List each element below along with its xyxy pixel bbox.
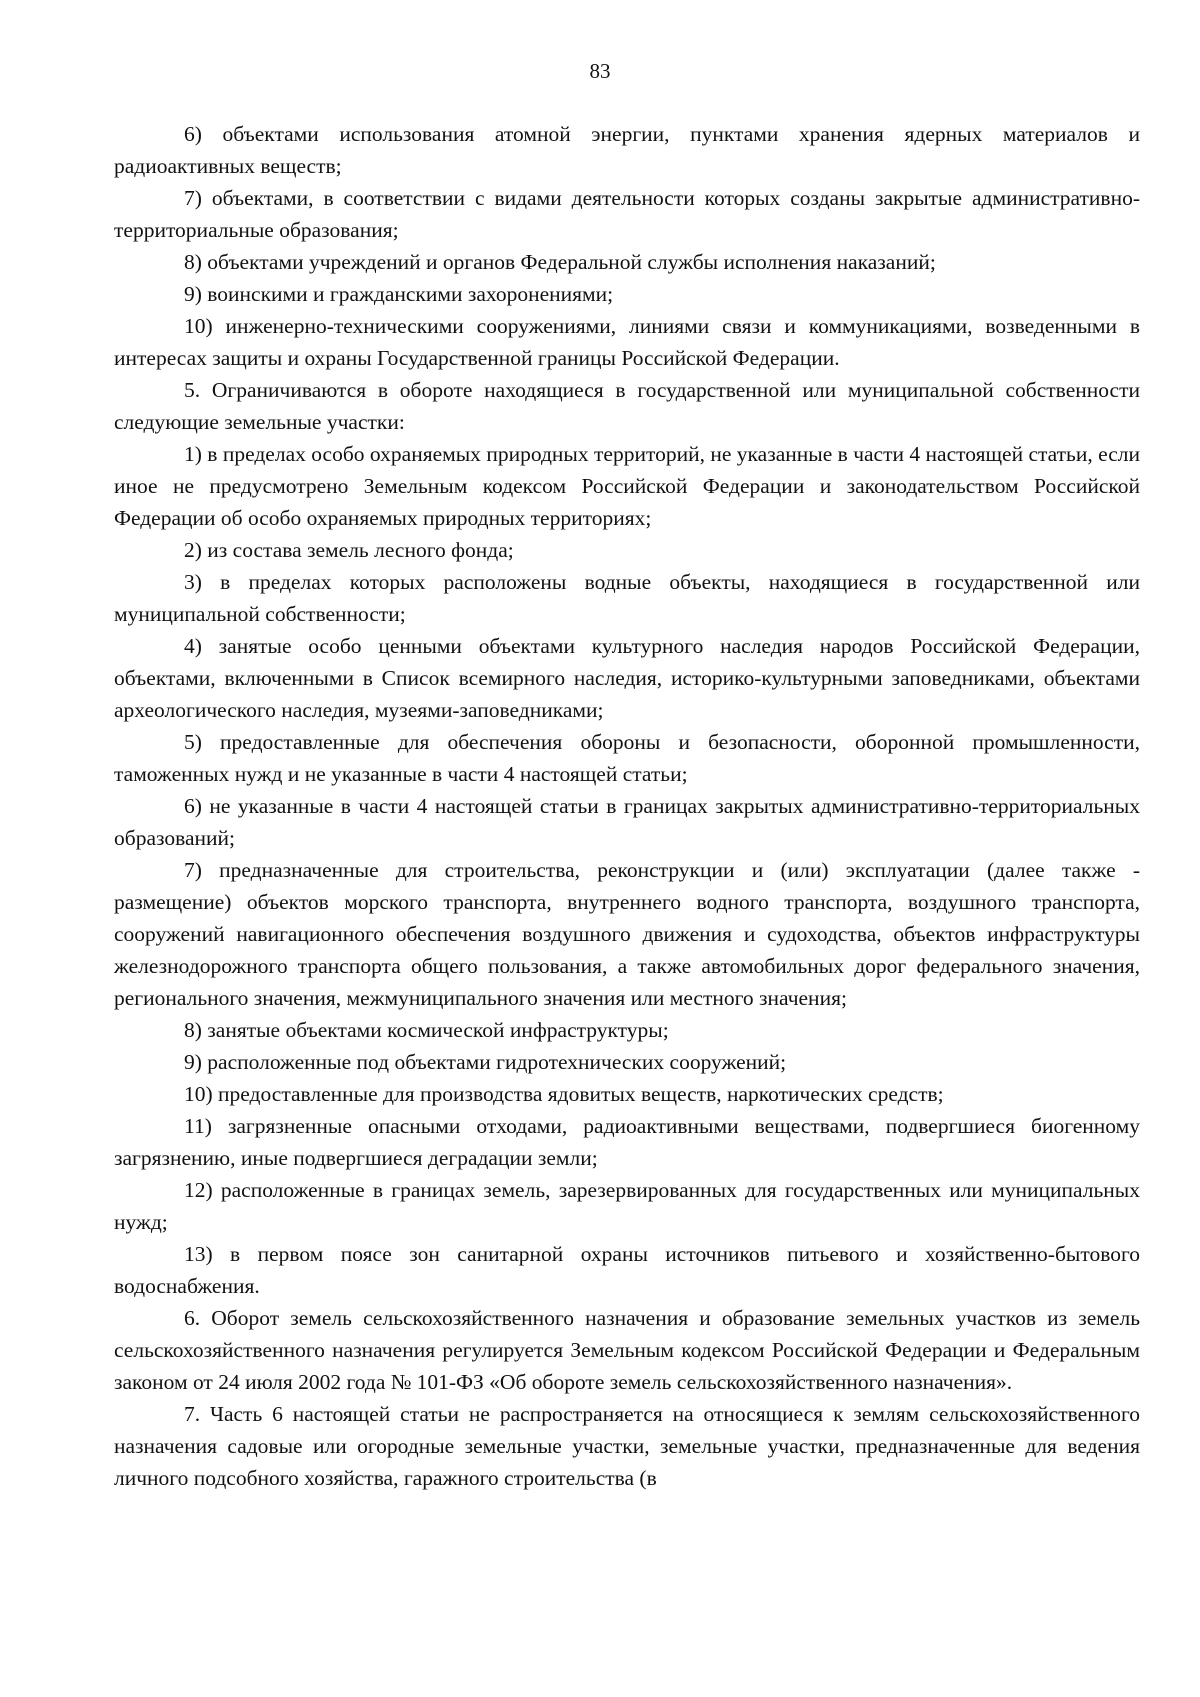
paragraph: 9) воинскими и гражданскими захоронениями; — [184, 282, 614, 306]
paragraph: 7. Часть 6 настоящей статьи не распространяется на относящиеся к землям сельскохозяйственного назначения садовые или огородные земельные участки, земельные участки, предназначенные для ведения личного подсобного хозяйства, гаражного строительства (в — [114, 1402, 1140, 1490]
paragraph: 4) занятые особо ценными объектами культурного наследия народов Российской Федерации, объектами, включенными в Список всемирного наследия, историко-культурными заповедниками, объектами археологического наследия, музеями-заповедниками; — [114, 634, 1140, 722]
paragraph: 7) объектами, в соответствии с видами деятельности которых созданы закрытые административно-территориальные образования; — [114, 186, 1140, 242]
paragraph: 6) не указанные в части 4 настоящей статьи в границах закрытых административно-территориальных образований; — [114, 794, 1140, 850]
paragraph: 5. Ограничиваются в обороте находящиеся в государственной или муниципальной собственности следующие земельные участки: — [114, 378, 1140, 434]
paragraph: 6. Оборот земель сельскохозяйственного назначения и образование земельных участков из земель сельскохозяйственного назначения регулируется Земельным кодексом Российской Федерации и Федеральным законом от 24 июля 2002 года № 101-ФЗ «Об обороте земель сельскохозяйственного назначения». — [114, 1306, 1140, 1394]
paragraph: 13) в первом поясе зон санитарной охраны источников питьевого и хозяйственно-бытового водоснабжения. — [114, 1242, 1140, 1298]
paragraph: 7) предназначенные для строительства, реконструкции и (или) эксплуатации (далее также - размещение) объектов морского транспорта, внутреннего водного транспорта, воздушного транспорта, сооружений навигационного обеспечения воздушного движения и судоходства, объектов инфраструктуры железнодорожного транспорта общего пользования, а также автомобильных дорог федерального значения, регионального значения, межмуниципального значения или местного значения; — [114, 858, 1140, 1010]
paragraph: 1) в пределах особо охраняемых природных территорий, не указанные в части 4 настоящей статьи, если иное не предусмотрено Земельным кодексом Российской Федерации и законодательством Российской Федерации об особо охраняемых природных территориях; — [114, 442, 1140, 530]
page-number: 83 — [589, 59, 611, 83]
paragraph: 2) из состава земель лесного фонда; — [184, 538, 514, 562]
paragraph: 5) предоставленные для обеспечения обороны и безопасности, оборонной промышленности, таможенных нужд и не указанные в части 4 настоящей статьи; — [114, 730, 1140, 786]
paragraph: 8) объектами учреждений и органов Федеральной службы исполнения наказаний; — [184, 250, 936, 274]
paragraph: 10) инженерно-техническими сооружениями, линиями связи и коммуникациями, возведенными в интересах защиты и охраны Государственной границы Российской Федерации. — [114, 314, 1140, 370]
paragraph: 6) объектами использования атомной энергии, пунктами хранения ядерных материалов и радиоактивных веществ; — [114, 122, 1140, 178]
paragraph: 3) в пределах которых расположены водные объекты, находящиеся в государственной или муниципальной собственности; — [114, 570, 1140, 626]
paragraph: 9) расположенные под объектами гидротехнических сооружений; — [184, 1050, 787, 1074]
paragraph: 11) загрязненные опасными отходами, радиоактивными веществами, подвергшиеся биогенному загрязнению, иные подвергшиеся деградации земли; — [114, 1114, 1140, 1170]
document-body — [114, 118, 1140, 1494]
paragraph: 10) предоставленные для производства ядовитых веществ, наркотических средств; — [184, 1082, 944, 1106]
paragraph: 8) занятые объектами космической инфраструктуры; — [184, 1018, 669, 1042]
paragraph: 12) расположенные в границах земель, зарезервированных для государственных или муниципальных нужд; — [114, 1178, 1140, 1234]
